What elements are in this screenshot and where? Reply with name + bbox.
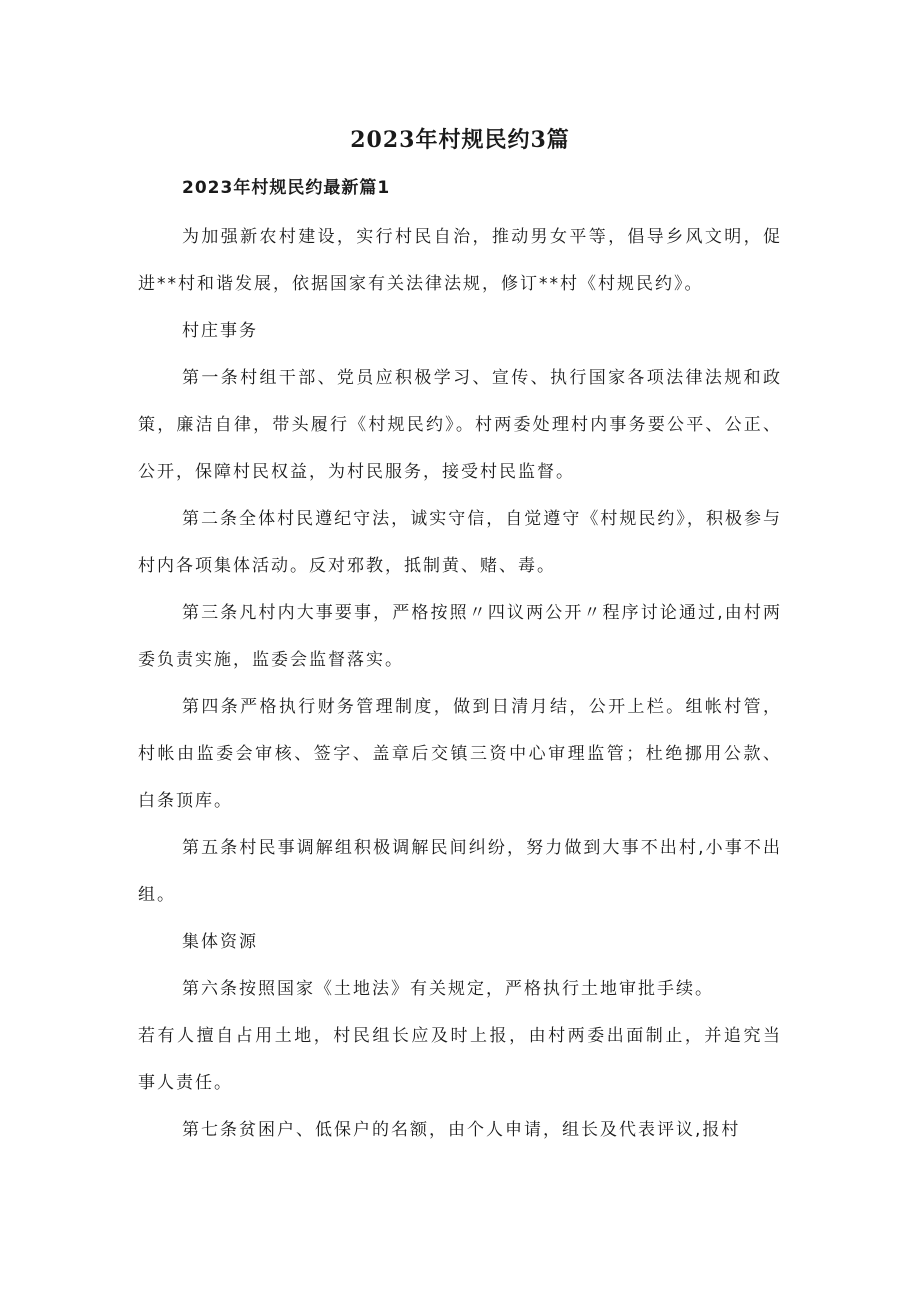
paragraph-intro: 为加强新农村建设，实行村民自治，推动男女平等，倡导乡风文明，促进**村和谐发展，依据国家有关法律法规，修订**村《村规民约》。 bbox=[138, 227, 782, 294]
paragraph-article-2: 第二条全体村民遵纪守法，诚实守信，自觉遵守《村规民约》，积极参与村内各项集体活动。反对邪教，抵制黄、赌、毒。 bbox=[138, 509, 782, 576]
section-subtitle: 2023年村规民约最新篇1 bbox=[182, 178, 391, 198]
paragraph-article-5: 第五条村民事调解组积极调解民间纠纷，努力做到大事不出村,小事不出组。 bbox=[138, 838, 782, 905]
paragraph-article-6-continued: 若有人擅自占用土地，村民组长应及时上报，由村两委出面制止，并追究当事人责任。 bbox=[138, 1026, 782, 1093]
document-title: 2023年村规民约3篇 bbox=[350, 127, 570, 153]
paragraph-article-7: 第七条贫困户、低保户的名额，由个人申请，组长及代表评议,报村 bbox=[182, 1120, 741, 1140]
paragraph-article-3: 第三条凡村内大事要事，严格按照〃四议两公开〃程序讨论通过,由村两委负责实施，监委会监督落实。 bbox=[138, 603, 782, 670]
paragraph-article-6: 第六条按照国家《土地法》有关规定，严格执行土地审批手续。 bbox=[182, 979, 714, 999]
section-heading-collective-resources: 集体资源 bbox=[182, 932, 258, 952]
section-heading-village-affairs: 村庄事务 bbox=[182, 321, 258, 341]
paragraph-article-1: 第一条村组干部、党员应积极学习、宣传、执行国家各项法律法规和政策，廉洁自律，带头履行《村规民约》。村两委处理村内事务要公平、公正、公开，保障村民权益，为村民服务，接受村民监督。 bbox=[138, 368, 782, 482]
paragraph-article-4: 第四条严格执行财务管理制度，做到日清月结，公开上栏。组帐村管，村帐由监委会审核、签字、盖章后交镇三资中心审理监管；杜绝挪用公款、白条顶库。 bbox=[138, 697, 782, 811]
document-body bbox=[138, 214, 782, 1154]
